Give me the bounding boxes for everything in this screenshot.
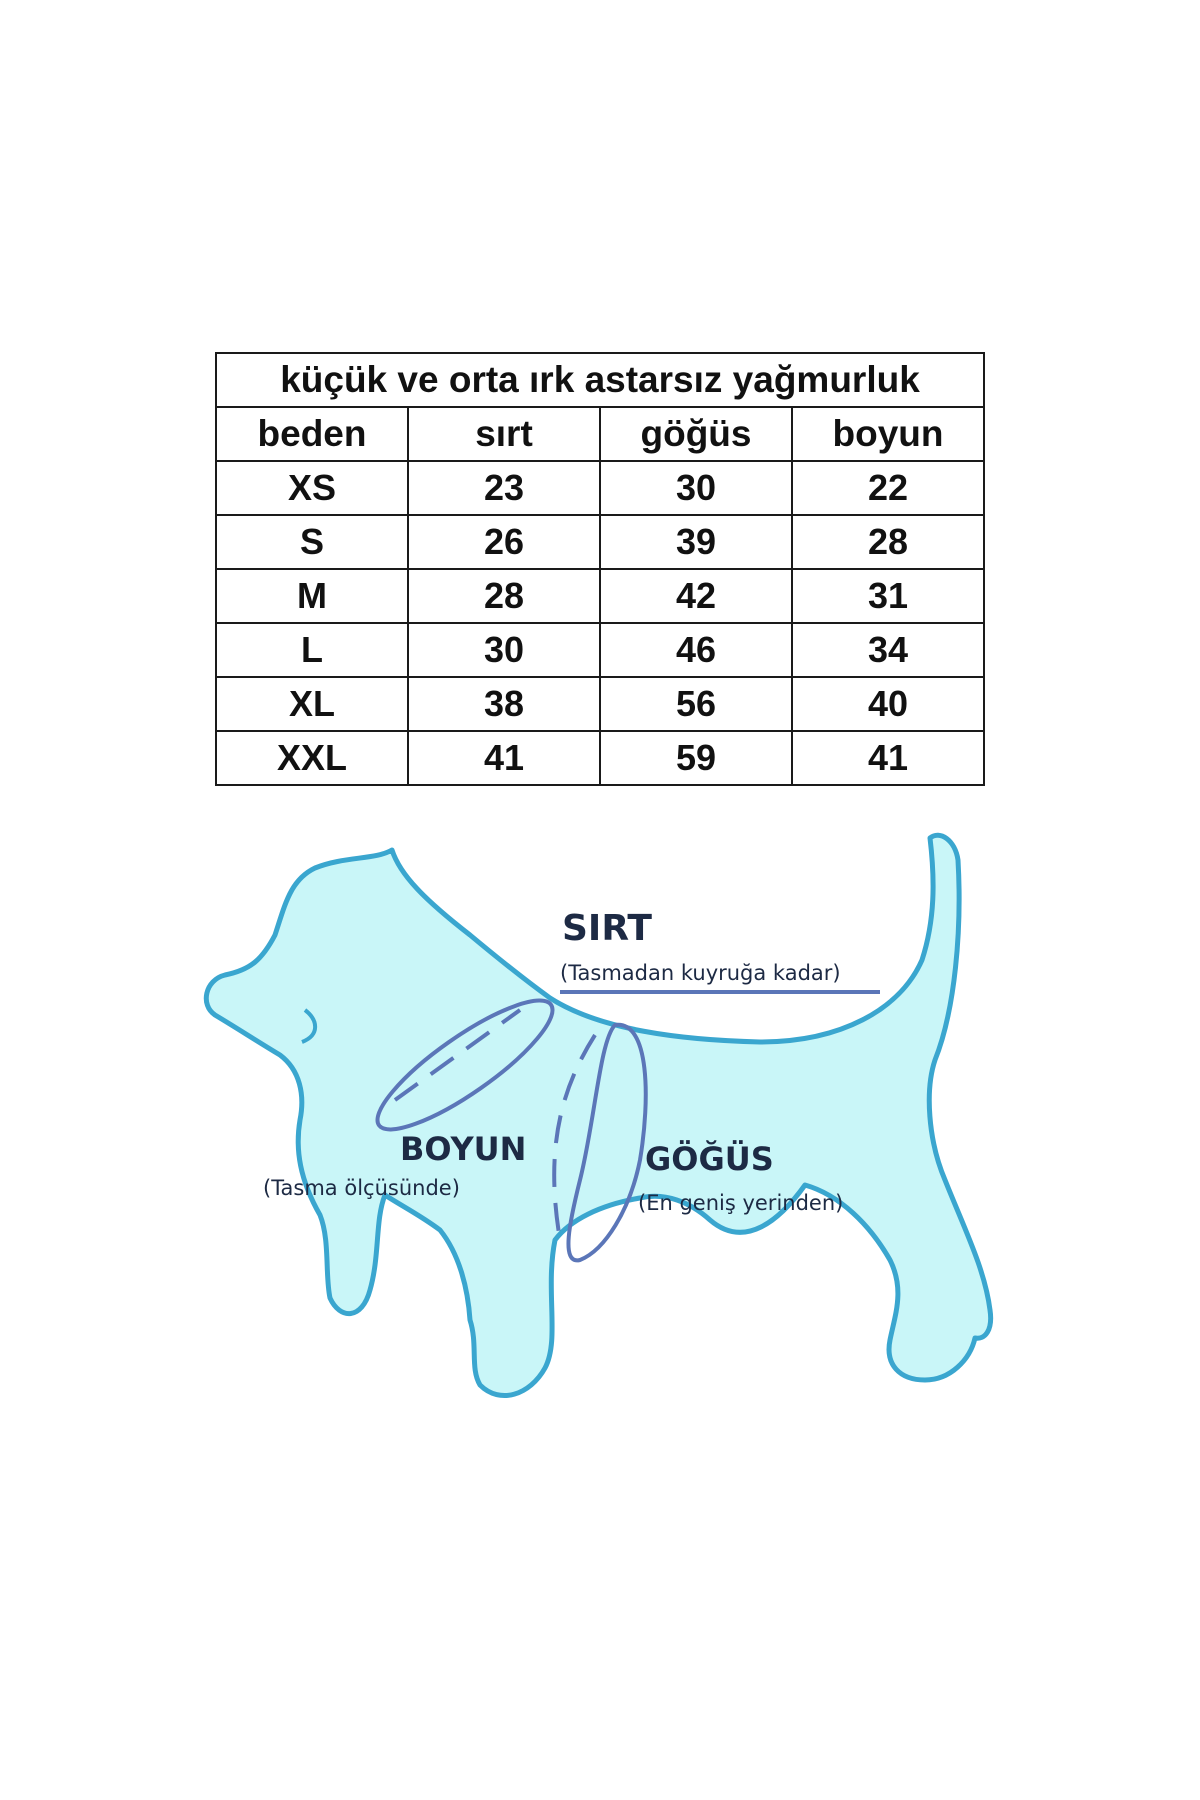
gogus-cell: 56 <box>600 677 792 731</box>
boyun-note: (Tasma ölçüsünde) <box>263 1176 460 1200</box>
sirt-cell: 30 <box>408 623 600 677</box>
gogus-note: (En geniş yerinden) <box>638 1191 844 1215</box>
size-cell: XXL <box>216 731 408 785</box>
sirt-cell: 23 <box>408 461 600 515</box>
sirt-cell: 26 <box>408 515 600 569</box>
boyun-cell: 34 <box>792 623 984 677</box>
table-row <box>216 731 984 785</box>
size-cell: L <box>216 623 408 677</box>
sirt-cell: 28 <box>408 569 600 623</box>
size-chart-table <box>215 352 985 786</box>
gogus-cell: 30 <box>600 461 792 515</box>
boyun-label: BOYUN <box>400 1130 527 1168</box>
boyun-cell: 31 <box>792 569 984 623</box>
table-row <box>216 569 984 623</box>
table-title-row <box>216 353 984 407</box>
gogus-label: GÖĞÜS <box>645 1140 774 1178</box>
gogus-cell: 42 <box>600 569 792 623</box>
gogus-cell: 59 <box>600 731 792 785</box>
table-header-row <box>216 407 984 461</box>
table-title: küçük ve orta ırk astarsız yağmurluk <box>216 353 984 407</box>
header-boyun: boyun <box>792 407 984 461</box>
header-gogus: göğüs <box>600 407 792 461</box>
size-cell: XS <box>216 461 408 515</box>
size-cell: XL <box>216 677 408 731</box>
sirt-cell: 41 <box>408 731 600 785</box>
gogus-cell: 46 <box>600 623 792 677</box>
table-row <box>216 677 984 731</box>
table-row <box>216 461 984 515</box>
size-cell: S <box>216 515 408 569</box>
header-beden: beden <box>216 407 408 461</box>
table-row <box>216 515 984 569</box>
table-row <box>216 623 984 677</box>
gogus-cell: 39 <box>600 515 792 569</box>
dog-measurement-diagram <box>0 820 1200 1520</box>
sirt-cell: 38 <box>408 677 600 731</box>
boyun-cell: 40 <box>792 677 984 731</box>
boyun-cell: 41 <box>792 731 984 785</box>
size-cell: M <box>216 569 408 623</box>
boyun-cell: 28 <box>792 515 984 569</box>
boyun-cell: 22 <box>792 461 984 515</box>
sirt-note: (Tasmadan kuyruğa kadar) <box>560 961 841 985</box>
sirt-label: SIRT <box>562 908 652 949</box>
header-sirt: sırt <box>408 407 600 461</box>
